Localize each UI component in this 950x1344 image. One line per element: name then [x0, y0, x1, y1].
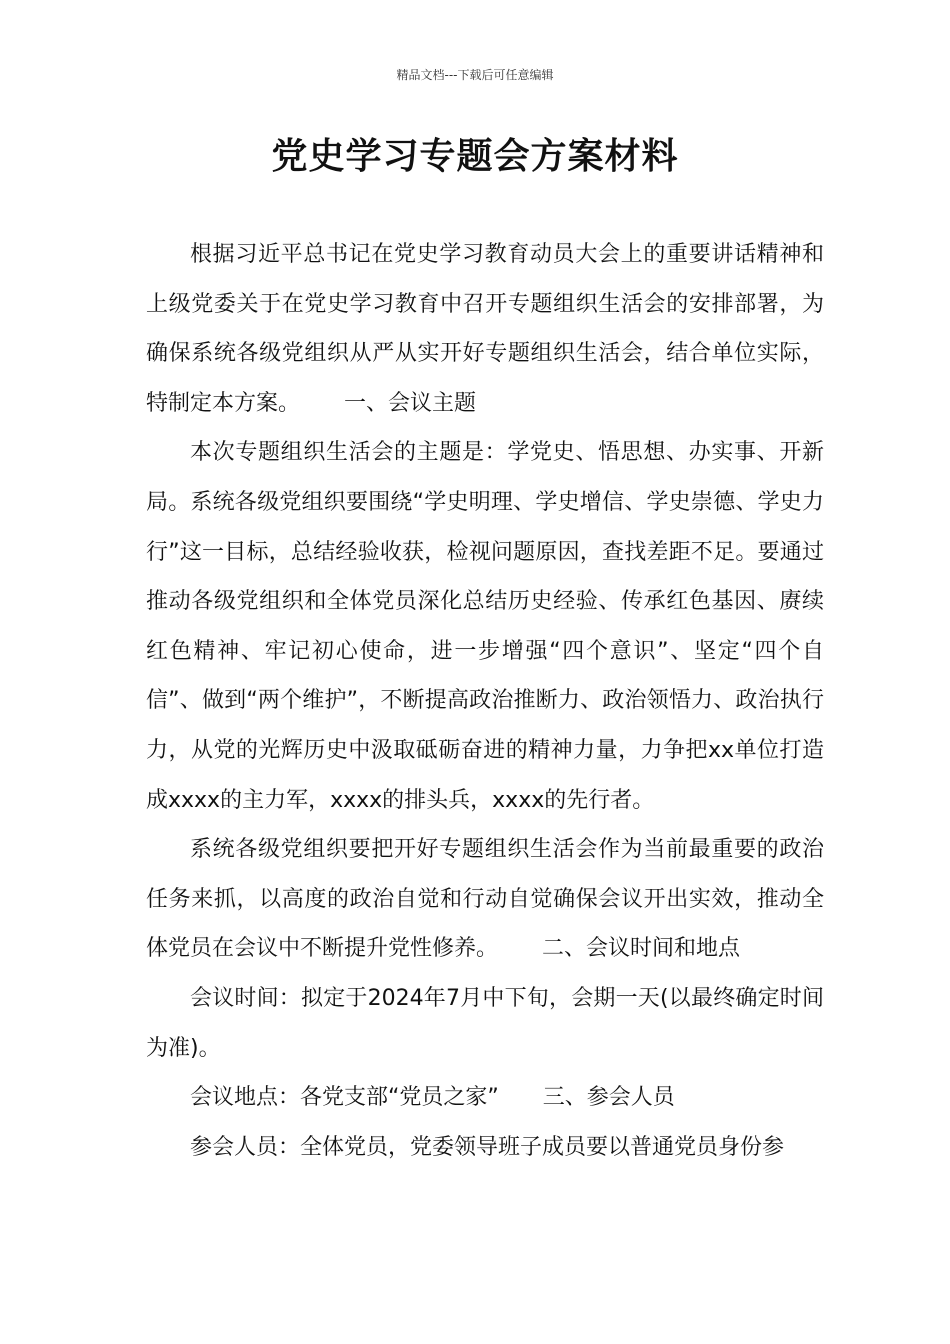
paragraph-task [146, 825, 824, 974]
paragraph-text: 根据习近平总书记在党史学习教育动员大会上的重要讲话精神和上级党委关于在党史学习教育中召开专题组织生活会的安排部署，为确保系统各级党组织从严从实开好专题组织生活会，结合单位实际，特制定本方案。 [146, 242, 824, 416]
paragraph-text: 本次专题组织生活会的主题是：学党史、悟思想、办实事、开新局。系统各级党组织要围绕“学史明理、学史增信、学史崇德、学史力行”这一目标，总结经验收获，检视问题原因，查找差距不足。要通过推动各级党组织和全体党员深化总结历史经验、传承红色基因、赓续红色精神、牢记初心使命，进一步增强“四个意识”、坚定“四个自信”、做到“两个维护”，不断提高政治推断力、政治领悟力、政治执行力，从党的光辉历史中汲取砥砺奋进的精神力量，力争把xx单位打造成xxxx的主力军，xxxx的排头兵，xxxx的先行者。 [146, 440, 824, 813]
paragraph-place [146, 1073, 824, 1123]
paragraph-text: 参会人员：全体党员，党委领导班子成员要以普通党员身份参 [190, 1134, 785, 1160]
section-heading-theme: 一、会议主题 [344, 390, 477, 416]
paragraph-attendees [146, 1123, 824, 1173]
section-heading-time-place: 二、会议时间和地点 [542, 936, 741, 962]
paragraph-text: 会议地点：各党支部“党员之家” [190, 1085, 499, 1111]
section-heading-attendees: 三、参会人员 [542, 1085, 675, 1111]
paragraph-intro [146, 230, 824, 428]
paragraph-text: 系统各级党组织要把开好专题组织生活会作为当前最重要的政治任务来抓，以高度的政治自觉和行动自觉确保会议开出实效，推动全体党员在会议中不断提升党性修养。 [146, 837, 824, 962]
header-note: 精品文档---下载后可任意编辑 [396, 68, 554, 82]
paragraph-text: 会议时间：拟定于2024年7月中下旬，会期一天(以最终确定时间为准)。 [146, 985, 824, 1061]
paragraph-theme [146, 428, 824, 825]
paragraph-time [146, 974, 824, 1073]
document-body [146, 230, 824, 1172]
document-title: 党史学习专题会方案材料 [271, 136, 679, 177]
